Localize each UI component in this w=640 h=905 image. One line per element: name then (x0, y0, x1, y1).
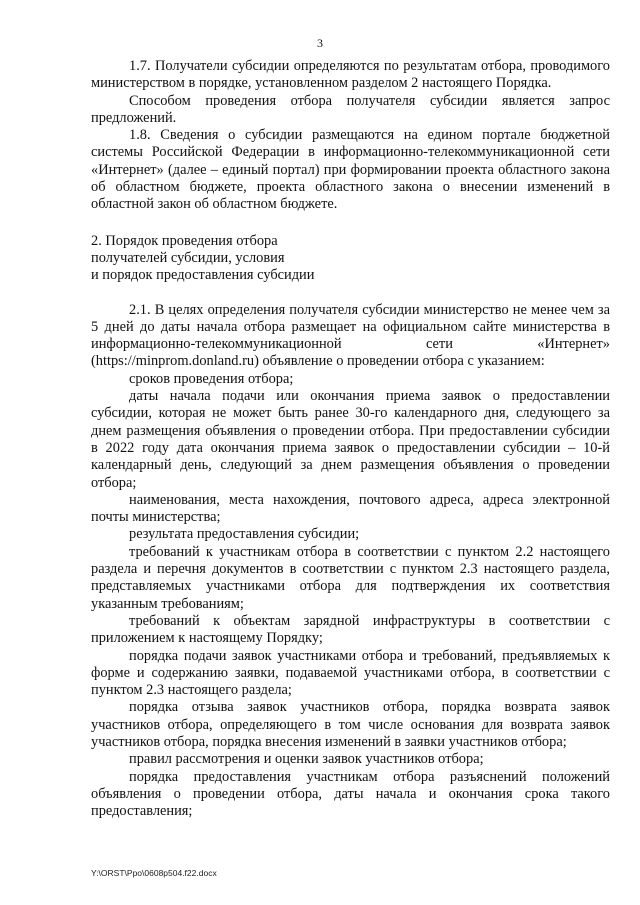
section-heading-line: 2. Порядок проведения отбора (91, 232, 278, 249)
footer-file-path: Y:\ORST\Ppo\0608p504.f22.docx (91, 868, 217, 878)
paragraph-1-8: 1.8. Сведения о субсидии размещаются на едином портале бюджетной системы Российской Федерации в информационно-телекоммуникационной сети «Интернет» (далее – единый портал) при формировании проекта областного закона об областном бюджете, проекта областного закона о внесении изменений в областной закон об областном бюджете. (91, 127, 610, 213)
document-body (91, 58, 610, 820)
paragraph-1-7: 1.7. Получатели субсидии определяются по результатам отбора, проводимого министерством в порядке, установленном разделом 2 настоящего Порядка. (91, 58, 610, 92)
list-item: требований к объектам зарядной инфраструктуры в соответствии с приложением к настоящему Порядку; (91, 612, 610, 647)
list-item: порядка предоставления участникам отбора разъяснений положений объявления о проведении отбора, даты начала и окончания срока такого предоставления; (91, 768, 610, 820)
section-2-heading (91, 233, 610, 285)
page-number: 3 (317, 36, 323, 50)
list-item: даты начала подачи или окончания приема заявок о предоставлении субсидии, которая не может быть ранее 30-го календарного дня, следующего за днем размещения объявления о проведении отбора. При предоставлении субсидии в 2022 году дата окончания приема заявок о предоставлении субсидии – 10-й календарный день, следующий за днем размещения объявления о проведении отбора; (91, 388, 610, 491)
list-item: правил рассмотрения и оценки заявок участников отбора; (129, 751, 484, 768)
list-item: сроков проведения отбора; (129, 370, 294, 387)
paragraph-2-1: 2.1. В целях определения получателя субсидии министерство не менее чем за 5 дней до даты начала отбора размещает на официальном сайте министерства в информационно-телекоммуникационной сети «Интернет» (https://minprom.donland.ru) объявление о проведении отбора с указанием: (91, 301, 610, 370)
section-heading-line: и порядок предоставления субсидии (91, 267, 315, 284)
section-heading-line: получателей субсидии, условия (91, 249, 285, 266)
list-item: порядка отзыва заявок участников отбора, порядка возврата заявок участников отбора, определяющего в том числе основания для возврата заявок участников отбора, порядка внесения изменений в заявки участников отбора; (91, 699, 610, 750)
list-item: требований к участникам отбора в соответствии с пунктом 2.2 настоящего раздела и перечня документов в соответствии с пунктом 2.3 настоящего раздела, представляемых участниками отбора для подтверждения их соответствия указанным требованиям; (91, 543, 610, 612)
list-item: результата предоставления субсидии; (129, 526, 360, 543)
paragraph-selection-method: Способом проведения отбора получателя субсидии является запрос предложений. (91, 92, 610, 126)
list-item: наименования, места нахождения, почтового адреса, адреса электронной почты министерства; (91, 491, 610, 526)
list-item: порядка подачи заявок участниками отбора и требований, предъявляемых к форме и содержанию заявки, подаваемой участниками отбора, в соответствии с пунктом 2.3 настоящего раздела; (91, 647, 610, 699)
